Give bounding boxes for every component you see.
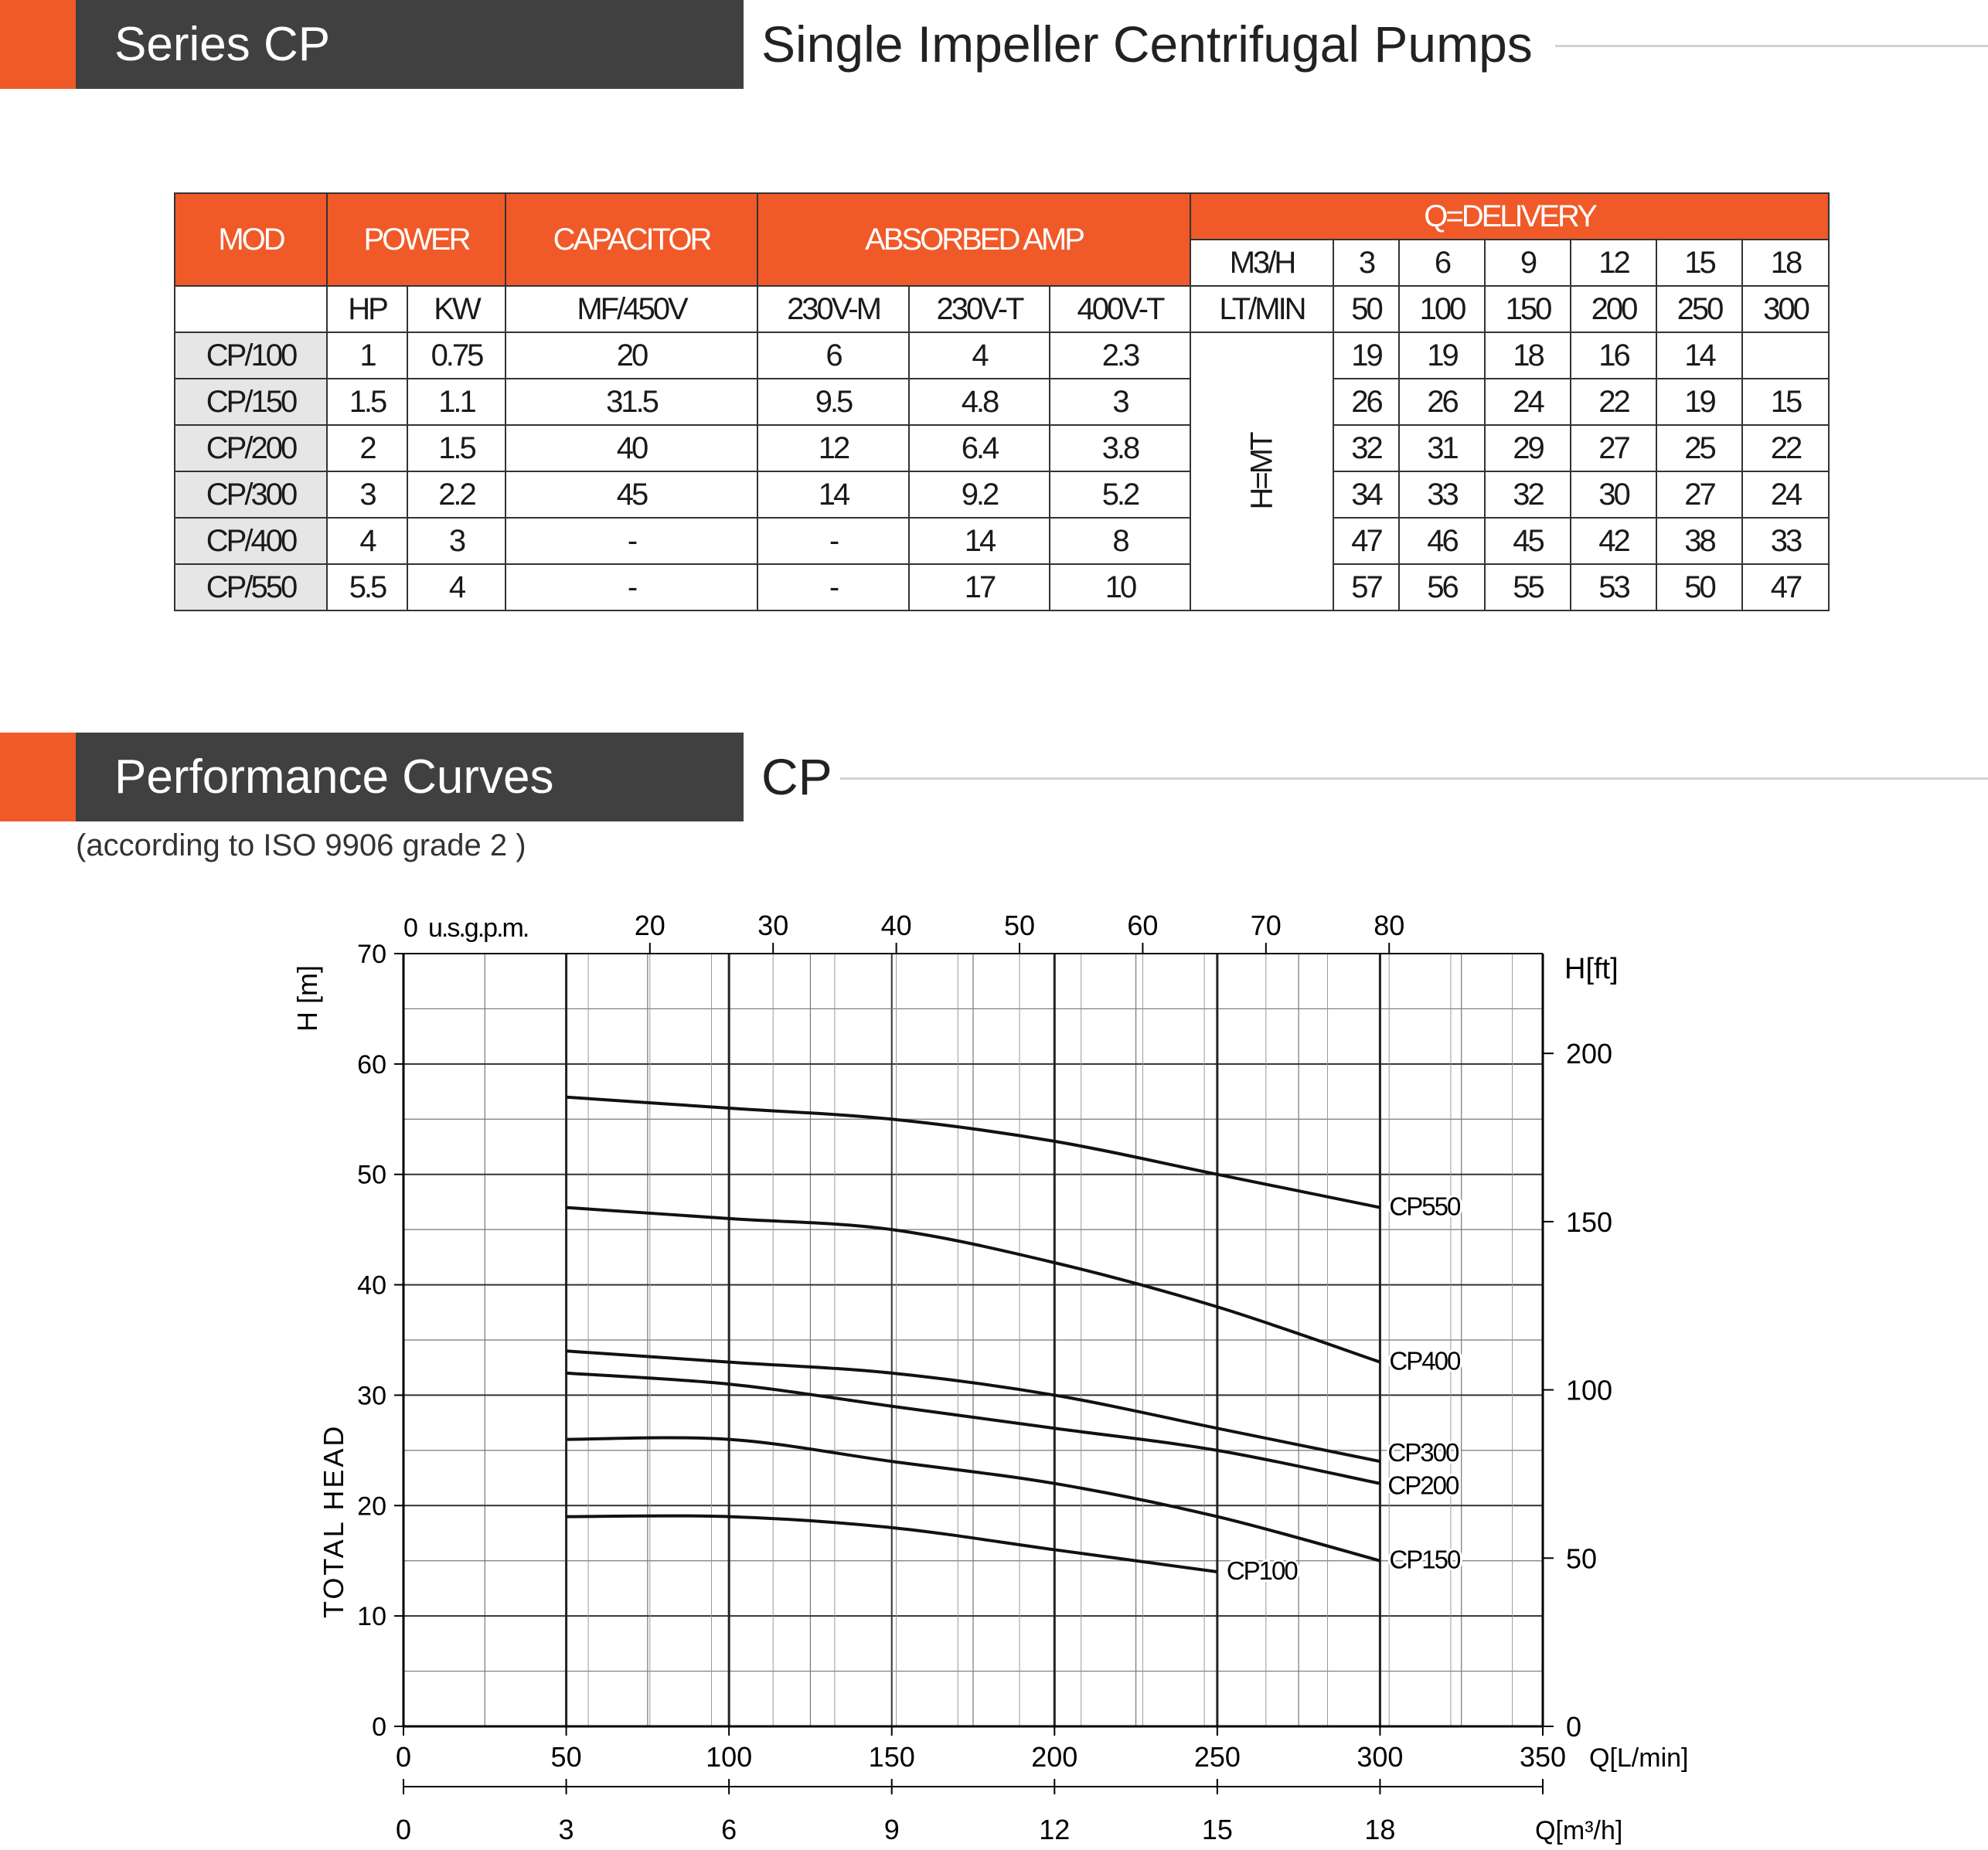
amp-cell: 12 [757,425,909,471]
head-cell: 38 [1656,518,1742,564]
amp-cell: - [757,564,909,610]
x-tick-label: 100 [706,1741,753,1773]
x-tick-label: 150 [868,1741,915,1773]
head-cell: 25 [1656,425,1742,471]
x-tick-label-usgpm: 40 [880,910,912,941]
head-cell: 46 [1399,518,1485,564]
cap-cell: - [506,564,757,610]
hp-cell: 3 [327,471,407,518]
head-cell: 29 [1485,425,1571,471]
head-cell: 42 [1571,518,1656,564]
hp-cell: 1 [327,332,407,379]
amp-cell: 5.2 [1050,471,1190,518]
y-tick-label: 40 [357,1270,386,1301]
x-tick-label: 0 [395,1741,412,1773]
kw-cell: 2.2 [407,471,506,518]
head-cell: 19 [1656,379,1742,425]
cap-cell: - [506,518,757,564]
amp-cell: 8 [1050,518,1190,564]
head-cell: 22 [1571,379,1656,425]
m3h-value: 12 [1571,240,1656,286]
head-cell: 33 [1399,471,1485,518]
y-tick-label: 60 [357,1049,386,1080]
header-delivery: Q=DELIVERY [1190,193,1829,240]
ltmin-value: 200 [1571,286,1656,332]
x-tick-label-m3h: 6 [721,1814,737,1845]
hp-cell: 5.5 [327,564,407,610]
y-axis-label: TOTAL HEAD [318,1423,349,1618]
y-tick-label: 10 [357,1602,386,1632]
x-tick-label-usgpm: 0 [403,913,418,943]
x-tick-label-m3h: 12 [1039,1814,1071,1845]
y-tick-label: 30 [357,1381,386,1411]
subheader-hp: HP [327,286,407,332]
head-cell: 47 [1333,518,1399,564]
y-tick-label: 50 [357,1160,386,1190]
head-cell: 27 [1656,471,1742,518]
ltmin-value: 50 [1333,286,1399,332]
amp-cell: 6.4 [909,425,1050,471]
head-cell: 27 [1571,425,1656,471]
series-subtitle: Single Impeller Centrifugal Pumps [761,15,1533,73]
head-label: H=MT [1244,434,1278,509]
head-cell: 19 [1399,332,1485,379]
x-tick-label-usgpm: 80 [1374,910,1405,941]
ltmin-label: LT/MIN [1190,286,1333,332]
y-axis-label-right: H[ft] [1564,953,1619,985]
performance-title: Performance Curves [76,733,744,821]
header-capacitor: CAPACITOR [506,193,757,286]
head-cell: 53 [1571,564,1656,610]
y-tick-label: 20 [357,1491,386,1522]
amp-cell: 14 [757,471,909,518]
m3h-value: 3 [1333,240,1399,286]
model-cell: CP/100 [175,332,327,379]
cap-cell: 31.5 [506,379,757,425]
x-tick-label-usgpm: 30 [757,910,789,941]
x-tick-label-usgpm: 50 [1003,910,1036,941]
hp-cell: 1.5 [327,379,407,425]
curve-label-cp400: CP400 [1389,1346,1460,1376]
performance-subtitle: CP [761,748,832,805]
curve-label-cp550: CP550 [1389,1192,1460,1221]
y-tick-label: 70 [357,940,386,969]
x-tick-label: 300 [1357,1741,1404,1773]
m3h-value: 9 [1485,240,1571,286]
head-cell: 57 [1333,564,1399,610]
amp-cell: 14 [909,518,1050,564]
x-tick-label-usgpm: 70 [1250,910,1282,941]
x-tick-label-usgpm: 60 [1127,910,1159,941]
x-tick-label-usgpm: 20 [634,910,666,941]
head-cell: 16 [1571,332,1656,379]
amp-cell: 4.8 [909,379,1050,425]
y-axis-unit-label: H [m] [291,965,323,1032]
kw-cell: 4 [407,564,506,610]
ltmin-value: 100 [1399,286,1485,332]
header-absorbed-amp: ABSORBED AMP [757,193,1190,286]
head-cell: 32 [1333,425,1399,471]
amp-cell: 9.5 [757,379,909,425]
x-axis-label: Q[L/min] [1589,1743,1689,1773]
series-title: Series CP [76,0,744,89]
kw-cell: 0.75 [407,332,506,379]
amp-cell: 17 [909,564,1050,610]
x-tick-label: 50 [550,1741,582,1773]
x-tick-label-m3h: 3 [558,1814,574,1845]
ltmin-value: 300 [1742,286,1829,332]
x-tick-label-m3h: 0 [395,1814,412,1845]
head-cell: 50 [1656,564,1742,610]
head-cell: 24 [1742,471,1829,518]
head-cell: 45 [1485,518,1571,564]
head-cell: 55 [1485,564,1571,610]
ltmin-value: 150 [1485,286,1571,332]
head-cell: 24 [1485,379,1571,425]
head-cell: 26 [1399,379,1485,425]
subheader-mf: MF/450V [506,286,757,332]
iso-note: (according to ISO 9906 grade 2 ) [76,828,526,862]
head-cell: 18 [1485,332,1571,379]
subheader-kw: KW [407,286,506,332]
x-tick-label-m3h: 18 [1364,1814,1396,1845]
x-tick-label: 250 [1193,1741,1241,1773]
m3h-value: 15 [1656,240,1742,286]
head-cell: 34 [1333,471,1399,518]
amp-cell: 3 [1050,379,1190,425]
head-cell: 31 [1399,425,1485,471]
model-cell: CP/200 [175,425,327,471]
hp-cell: 2 [327,425,407,471]
subheader-230v-t: 230V-T [909,286,1050,332]
amp-cell: 2.3 [1050,332,1190,379]
head-cell: 47 [1742,564,1829,610]
head-cell: 30 [1571,471,1656,518]
head-cell: 56 [1399,564,1485,610]
model-cell: CP/400 [175,518,327,564]
amp-cell: 6 [757,332,909,379]
cap-cell: 20 [506,332,757,379]
kw-cell: 1.5 [407,425,506,471]
head-cell: 26 [1333,379,1399,425]
hp-cell: 4 [327,518,407,564]
m3h-value: 18 [1742,240,1829,286]
x-axis-label-2: Q[m³/h] [1535,1816,1623,1845]
amp-cell: 10 [1050,564,1190,610]
amp-cell: 3.8 [1050,425,1190,471]
head-cell: 32 [1485,471,1571,518]
curve-label-cp200: CP200 [1387,1471,1459,1500]
m3h-value: 6 [1399,240,1485,286]
head-cell: 22 [1742,425,1829,471]
x-tick-label: 350 [1519,1741,1567,1773]
subheader-400v-t: 400V-T [1050,286,1190,332]
x-axis-label-top: u.s.g.p.m. [428,913,529,943]
head-cell: 14 [1656,332,1742,379]
header-power: POWER [327,193,506,286]
model-cell: CP/550 [175,564,327,610]
model-cell: CP/300 [175,471,327,518]
m3h-label: M3/H [1190,240,1333,286]
curve-label-cp150: CP150 [1389,1545,1460,1574]
ltmin-value: 250 [1656,286,1742,332]
curve-label-cp100: CP100 [1226,1556,1297,1585]
x-tick-label-m3h: 15 [1201,1814,1233,1845]
amp-cell: 4 [909,332,1050,379]
curve-label-cp300: CP300 [1387,1438,1459,1467]
x-tick-label-m3h: 9 [883,1814,900,1845]
y-tick-label: 0 [372,1712,386,1742]
amp-cell: 9.2 [909,471,1050,518]
header-mod: MOD [175,193,327,286]
head-cell: 33 [1742,518,1829,564]
kw-cell: 1.1 [407,379,506,425]
y-tick-label-right: 50 [1566,1542,1598,1575]
y-tick-label-right: 0 [1566,1711,1582,1743]
model-cell: CP/150 [175,379,327,425]
x-tick-label: 200 [1031,1741,1078,1773]
kw-cell: 3 [407,518,506,564]
amp-cell: - [757,518,909,564]
y-tick-label-right: 100 [1566,1374,1613,1406]
head-cell: 15 [1742,379,1829,425]
head-cell: 19 [1333,332,1399,379]
subheader-230v-m: 230V-M [757,286,909,332]
y-tick-label-right: 200 [1566,1038,1613,1070]
cap-cell: 45 [506,471,757,518]
cap-cell: 40 [506,425,757,471]
y-tick-label-right: 150 [1566,1206,1613,1238]
